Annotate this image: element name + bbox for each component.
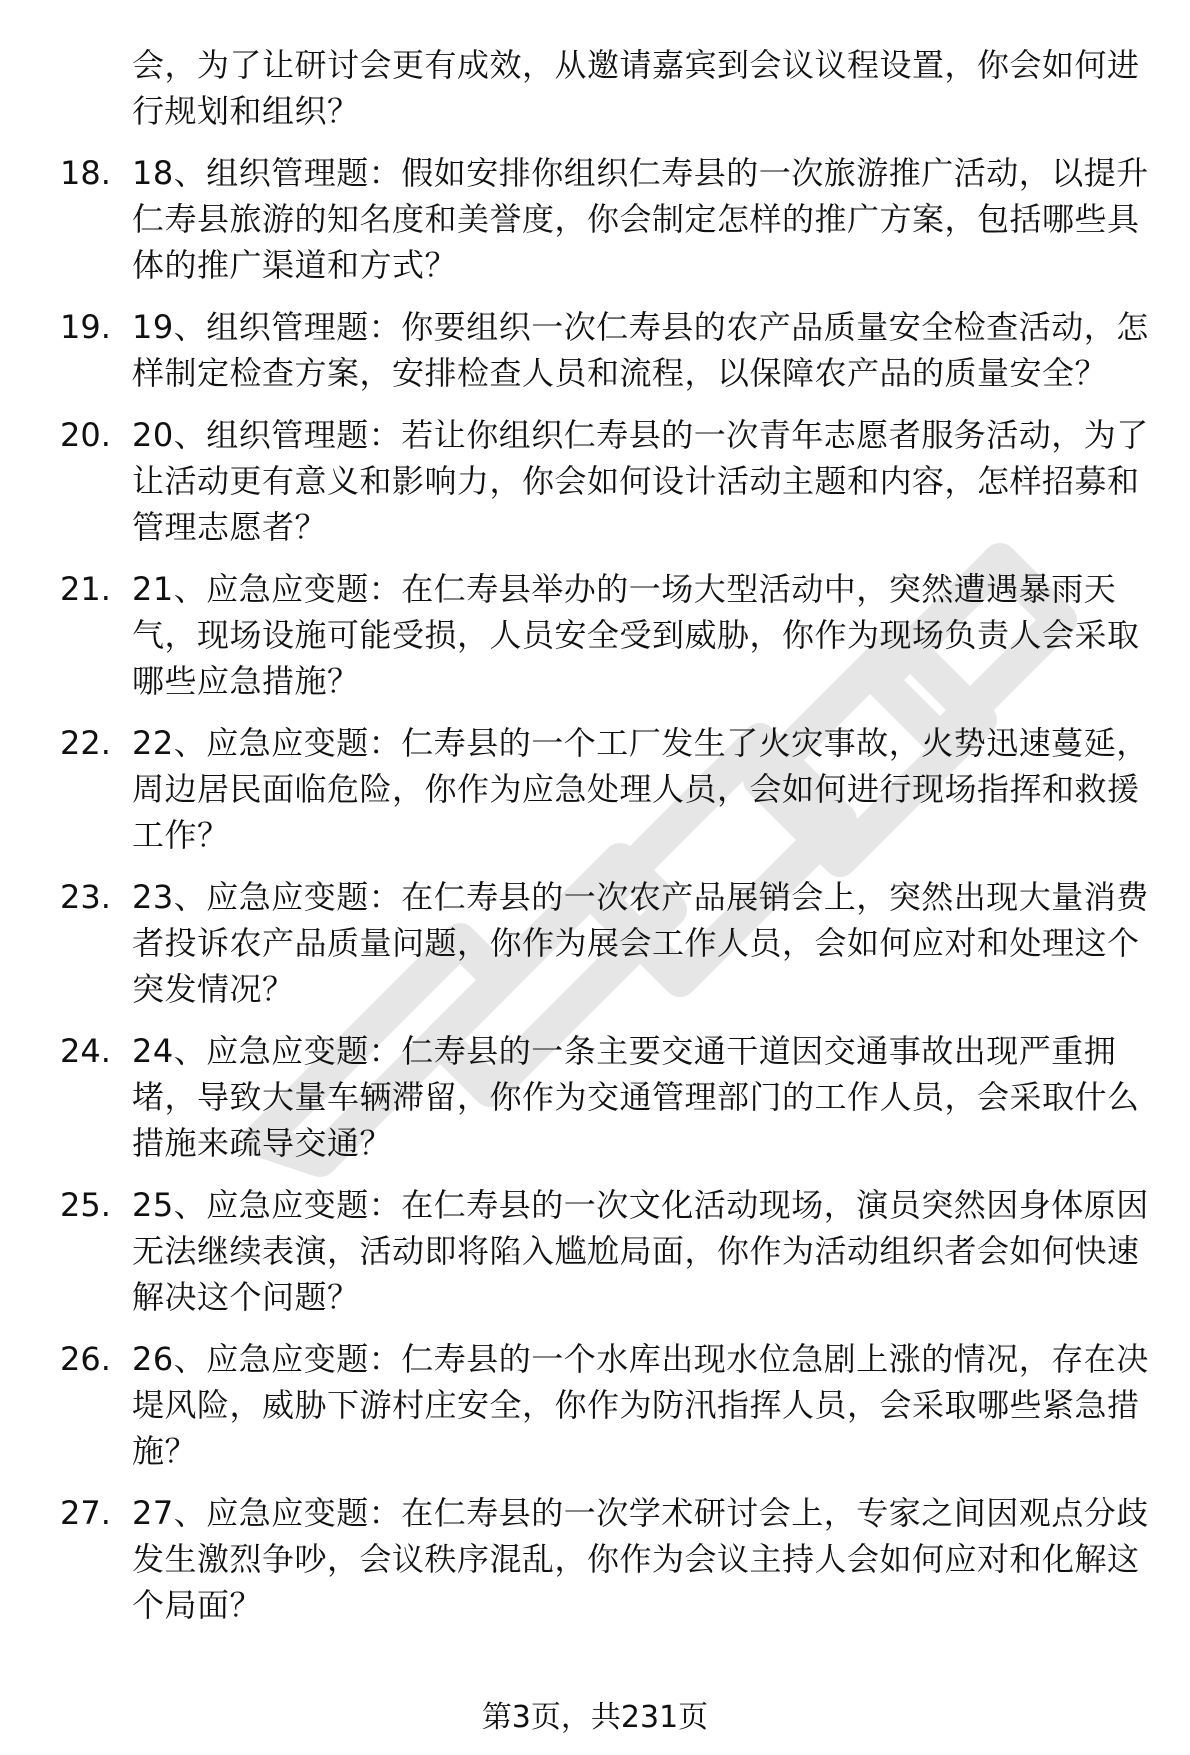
list-item (60, 720, 1160, 858)
item-number: 22. (60, 724, 111, 762)
item-number: 19. (60, 308, 111, 346)
list-item (60, 1490, 1160, 1628)
item-text: 23、应急应变题：在仁寿县的一次农产品展销会上，突然出现大量消费者投诉农产品质量问题，你作为展会工作人员，会如何应对和处理这个突发情况？ (132, 878, 1149, 1008)
list-item (60, 874, 1160, 1012)
item-number: 27. (60, 1494, 111, 1532)
list-item (60, 1182, 1160, 1320)
item-text: 27、应急应变题：在仁寿县的一次学术研讨会上，专家之间因观点分歧发生激烈争吵，会议秩序混乱，你作为会议主持人会如何应对和化解这个局面？ (132, 1494, 1149, 1624)
item-text: 22、应急应变题：仁寿县的一个工厂发生了火灾事故，火势迅速蔓延，周边居民面临危险，你作为应急处理人员，会如何进行现场指挥和救援工作？ (132, 724, 1149, 854)
item-text: 21、应急应变题：在仁寿县举办的一场大型活动中，突然遭遇暴雨天气，现场设施可能受损，人员安全受到威胁，你作为现场负责人会采取哪些应急措施？ (132, 570, 1140, 700)
item-text: 20、组织管理题：若让你组织仁寿县的一次青年志愿者服务活动，为了让活动更有意义和影响力，你会如何设计活动主题和内容，怎样招募和管理志愿者？ (132, 416, 1149, 546)
list-item (60, 1336, 1160, 1474)
item-text: 24、应急应变题：仁寿县的一条主要交通干道因交通事故出现严重拥堵，导致大量车辆滞留，你作为交通管理部门的工作人员，会采取什么措施来疏导交通？ (132, 1032, 1140, 1162)
question-list (60, 42, 1160, 1644)
page-footer: 第3页，共231页 (481, 1700, 709, 1735)
item-text: 25、应急应变题：在仁寿县的一次文化活动现场，演员突然因身体原因无法继续表演，活动即将陷入尴尬局面，你作为活动组织者会如何快速解决这个问题？ (132, 1186, 1149, 1316)
item-number: 18. (60, 154, 111, 192)
item-number: 25. (60, 1186, 111, 1224)
list-item (60, 566, 1160, 704)
item-number: 24. (60, 1032, 111, 1070)
item-number: 21. (60, 570, 111, 608)
list-item-continued (60, 42, 1160, 134)
item-text: 26、应急应变题：仁寿县的一个水库出现水位急剧上涨的情况，存在决堤风险，威胁下游村庄安全，你作为防汛指挥人员，会采取哪些紧急措施？ (132, 1340, 1149, 1470)
item-number: 20. (60, 416, 111, 454)
list-item (60, 304, 1160, 396)
list-item (60, 412, 1160, 550)
list-item (60, 150, 1160, 288)
item-text: 18、组织管理题：假如安排你组织仁寿县的一次旅游推广活动，以提升仁寿县旅游的知名度和美誉度，你会制定怎样的推广方案，包括哪些具体的推广渠道和方式？ (132, 154, 1149, 284)
item-number: 26. (60, 1340, 111, 1378)
item-text: 19、组织管理题：你要组织一次仁寿县的农产品质量安全检查活动，怎样制定检查方案，安排检查人员和流程，以保障农产品的质量安全？ (132, 308, 1149, 392)
item-number: 23. (60, 878, 111, 916)
continuation-text: 会，为了让研讨会更有成效，从邀请嘉宾到会议议程设置，你会如何进行规划和组织？ (132, 46, 1140, 130)
list-item (60, 1028, 1160, 1166)
